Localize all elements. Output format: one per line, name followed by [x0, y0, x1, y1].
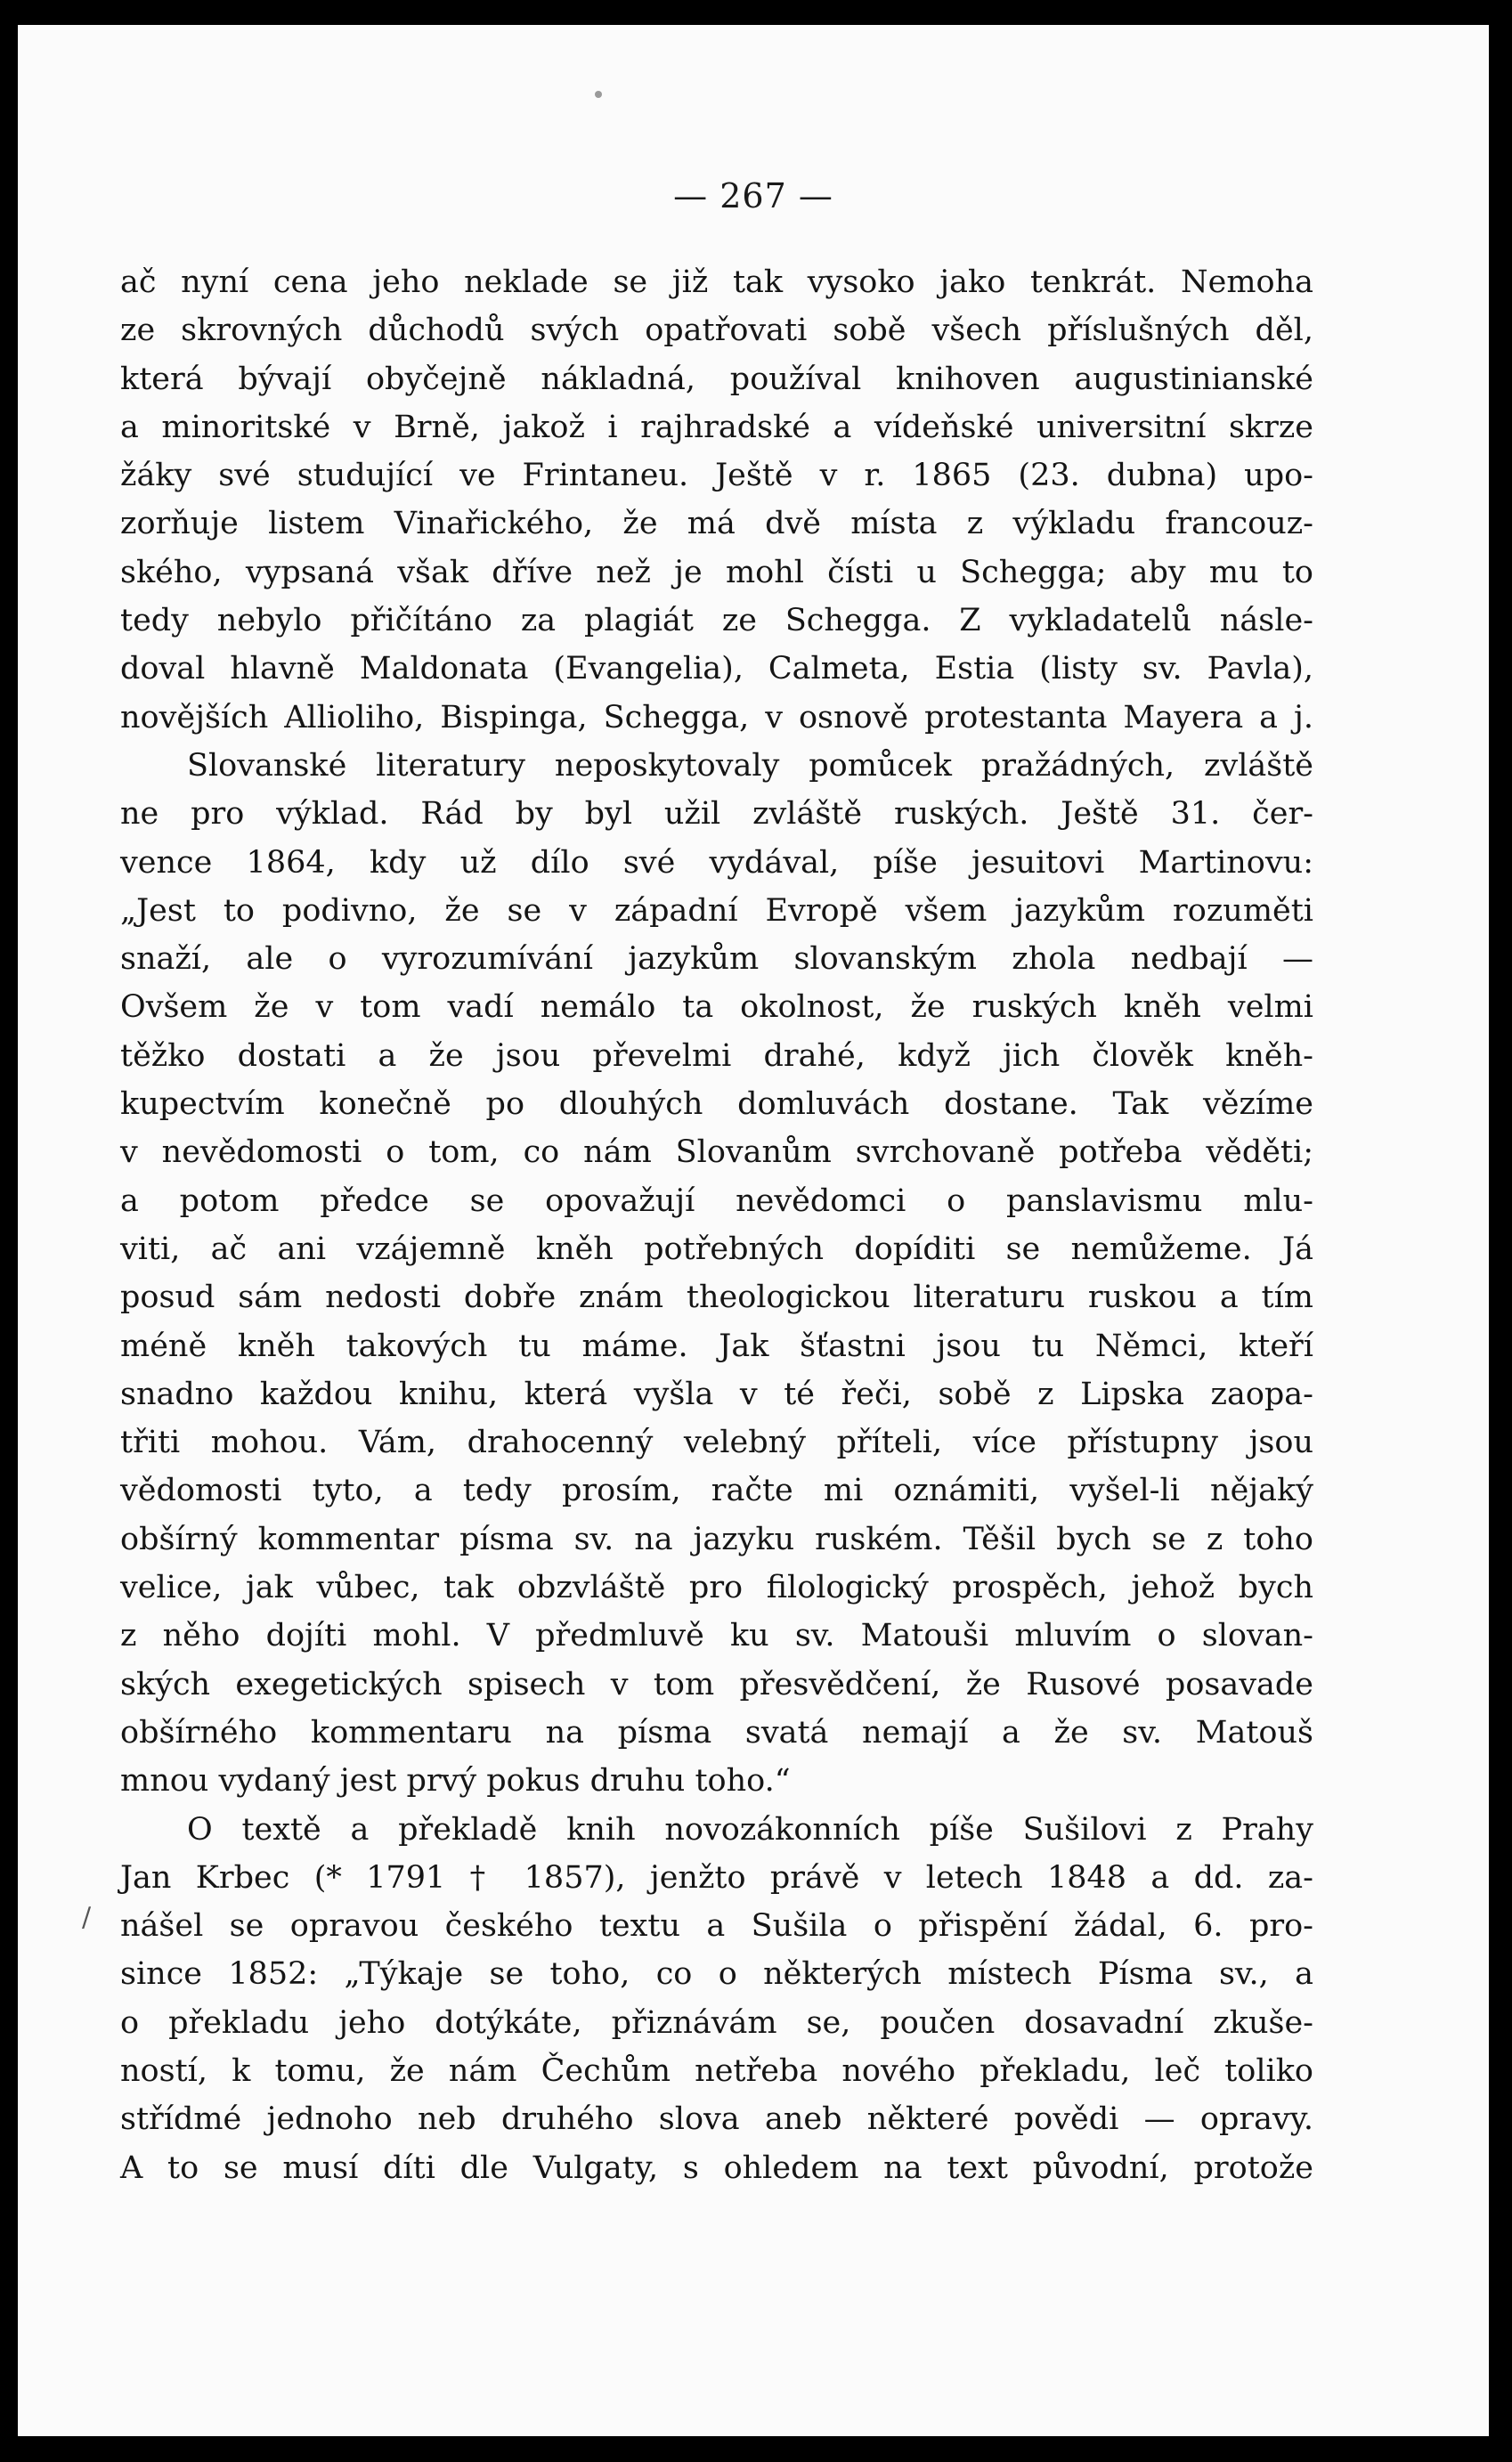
text-line: obšírného kommentaru na písma svatá nemají a že sv. Matouš [120, 1714, 1313, 1751]
text-line: nášel se opravou českého textu a Sušila o přispění žádal, 6. pro- [120, 1908, 1313, 1945]
text-line: velice, jak vůbec, tak obzvláště pro filologický prospěch, jehož bych [120, 1570, 1313, 1606]
text-line: novějších Allioliho, Bispinga, Schegga, v osnově protestanta Mayera a j. [120, 699, 1313, 735]
text-line: o překladu jeho dotýkáte, přiznávám se, poučen dosavadní zkuše- [120, 2004, 1313, 2041]
text-line: „Jest to podivno, že se v západní Evropě všem jazykům rozuměti [120, 892, 1313, 929]
text-line: z něho dojíti mohl. V předmluvě ku sv. Matouši mluvím o slovan- [120, 1618, 1313, 1654]
text-line: ností, k tomu, že nám Čechům netřeba nového překladu, leč toliko [120, 2052, 1313, 2089]
text-line: Ovšem že v tom vadí nemálo ta okolnost, že ruských kněh velmi [120, 989, 1313, 1026]
ink-speck [595, 91, 602, 98]
text-line: Jan Krbec (* 1791 † 1857), jenžto právě v letech 1848 a dd. za- [120, 1859, 1313, 1896]
text-line: O textě a překladě knih novozákonních píše Sušilovi z Prahy [187, 1811, 1313, 1848]
text-line: mnou vydaný jest prvý pokus druhu toho.“ [120, 1763, 791, 1800]
text-line: A to se musí díti dle Vulgaty, s ohledem na text původní, protože [120, 2149, 1313, 2186]
book-page [18, 25, 1489, 2436]
margin-mark: / [82, 1902, 92, 1933]
text-line: a minoritské v Brně, jakož i rajhradské a vídeňské universitní skrze [120, 409, 1313, 445]
text-line: doval hlavně Maldonata (Evangelia), Calmeta, Estia (listy sv. Pavla), [120, 651, 1313, 687]
text-line: ze skrovných důchodů svých opatřovati sobě všech příslušných děl, [120, 313, 1313, 349]
text-line: Slovanské literatury neposkytovaly pomůcek pražádných, zvláště [187, 747, 1313, 784]
text-line: snaží, ale o vyrozumívání jazykům slovanským zhola nedbají — [120, 941, 1313, 978]
text-line: střídmé jednoho neb druhého slova aneb některé povědi — opravy. [120, 2101, 1313, 2138]
text-line: snadno každou knihu, která vyšla v té řeči, sobě z Lipska zaopa- [120, 1376, 1313, 1412]
text-line: obšírný kommentar písma sv. na jazyku ruském. Těšil bych se z toho [120, 1521, 1313, 1557]
text-line: méně kněh takových tu máme. Jak šťastni jsou tu Němci, kteří [120, 1328, 1313, 1364]
text-line: zorňuje listem Vinařického, že má dvě místa z výkladu francouz- [120, 506, 1313, 542]
text-line: viti, ač ani vzájemně kněh potřebných dopíditi se nemůžeme. Já [120, 1231, 1313, 1267]
text-line: v nevědomosti o tom, co nám Slovanům svrchovaně potřeba věděti; [120, 1134, 1313, 1171]
body-text [120, 258, 1313, 2192]
text-line: třiti mohou. Vám, drahocenný velebný příteli, více přístupny jsou [120, 1425, 1313, 1461]
text-line: žáky své studující ve Frintaneu. Ještě v r. 1865 (23. dubna) upo- [120, 458, 1313, 494]
text-line: since 1852: „Týkaje se toho, co o některých místech Písma sv., a [120, 1956, 1313, 1993]
text-line: kupectvím konečně po dlouhých domluvách dostane. Tak vězíme [120, 1086, 1313, 1123]
text-line: ských exegetických spisech v tom přesvědčení, že Rusové posavade [120, 1666, 1313, 1702]
text-line: a potom předce se opovažují nevědomci o panslavismu mlu- [120, 1182, 1313, 1219]
text-line: tedy nebylo přičítáno za plagiát ze Schegga. Z vykladatelů násle- [120, 603, 1313, 639]
text-line: která bývají obyčejně nákladná, používal knihoven augustinianské [120, 361, 1313, 397]
text-line: ského, vypsaná však dříve než je mohl čísti u Schegga; aby mu to [120, 554, 1313, 590]
text-line: vědomosti tyto, a tedy prosím, račte mi oznámiti, vyšel-li nějaký [120, 1473, 1313, 1509]
text-line: posud sám nedosti dobře znám theologickou literaturu ruskou a tím [120, 1280, 1313, 1316]
text-line: ač nyní cena jeho neklade se již tak vysoko jako tenkrát. Nemoha [120, 264, 1313, 300]
page-number: — 267 — [673, 176, 833, 215]
text-line: ne pro výklad. Rád by byl užil zvláště ruských. Ještě 31. čer- [120, 796, 1313, 833]
text-line: vence 1864, kdy už dílo své vydával, píše jesuitovi Martinovu: [120, 844, 1313, 881]
text-line: těžko dostati a že jsou převelmi drahé, když jich člověk kněh- [120, 1037, 1313, 1074]
